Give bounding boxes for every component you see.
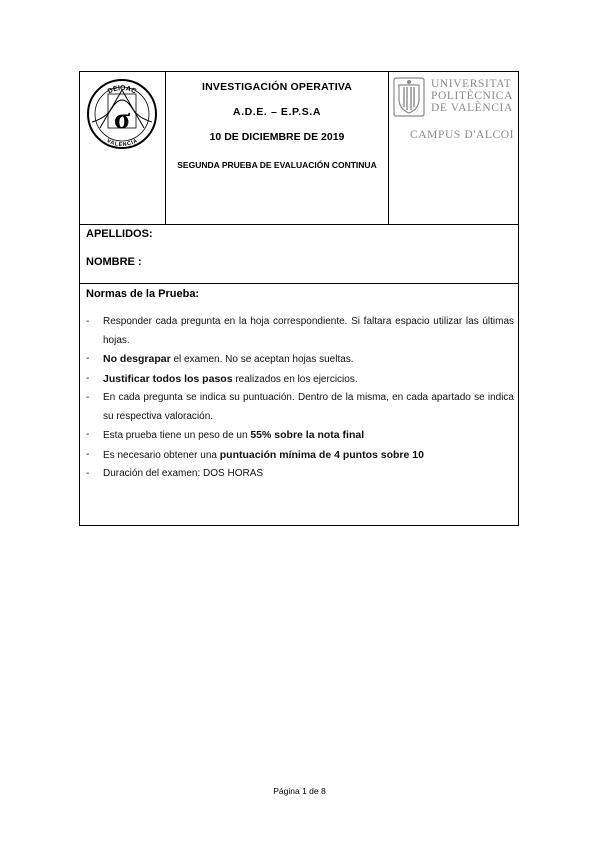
list-item: - Justificar todos los pasos realizados en los ejercicios. [86, 372, 358, 385]
upv-logo [393, 77, 518, 141]
rules-list [86, 313, 514, 484]
list-item: - Responder cada pregunta en la hoja correspondiente. Si faltara espacio utilizar las últimas hojas. [86, 316, 514, 346]
deioac-logo [86, 78, 158, 150]
exam-header-table [79, 71, 519, 526]
surname-label: APELLIDOS: [86, 228, 153, 240]
exam-subtitle: SEGUNDA PRUEBA DE EVALUACIÓN CONTINUA [177, 160, 377, 170]
upv-crest-icon [393, 77, 425, 117]
list-item: - Esta prueba tiene un peso de un 55% sobre la nota final [86, 429, 365, 441]
table-divider [165, 72, 166, 224]
degree-title: A.D.E. – E.P.S.A [232, 106, 322, 118]
page-number: Página 1 de 8 [273, 786, 326, 796]
upv-name-line2: POLITÈCNICA [431, 90, 513, 102]
course-title: INVESTIGACIÓN OPERATIVA [201, 81, 353, 93]
list-item: - No desgrapar el examen. No se aceptan hojas sueltas. [86, 353, 354, 365]
table-divider [80, 224, 518, 225]
logo-bottom-text: VALENCIA [105, 138, 139, 149]
sigma-symbol: σ [113, 102, 131, 135]
table-divider [80, 283, 518, 284]
list-item: - Es necesario obtener una puntuación mínima de 4 puntos sobre 10 [86, 448, 424, 461]
rules-title: Normas de la Prueba: [86, 288, 200, 300]
name-label: NOMBRE : [86, 256, 142, 268]
list-item: - En cada pregunta se indica su puntuación. Dentro de la misma, en cada apartado se indica su respectiva valoración. [86, 392, 514, 422]
upv-name-line1: UNIVERSITAT [431, 78, 512, 90]
logo-top-text: DEIOAC [106, 84, 138, 96]
exam-date: 10 DE DICIEMBRE DE 2019 [209, 131, 345, 143]
table-divider [388, 72, 389, 224]
upv-campus: CAMPUS D'ALCOI [410, 129, 515, 141]
upv-name-line3: DE VALÈNCIA [431, 102, 513, 114]
list-item: - Duración del examen: DOS HORAS [86, 468, 264, 479]
